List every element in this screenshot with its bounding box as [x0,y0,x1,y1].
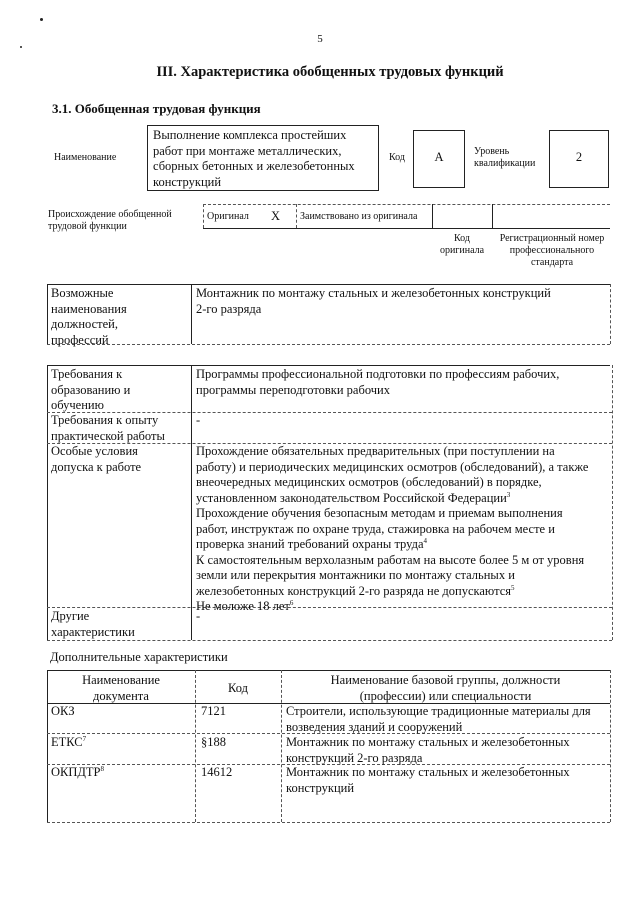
name-label: Наименование [54,152,117,163]
additional-title: Дополнительные характеристики [50,650,228,664]
req-table-bottom [47,640,612,641]
req-value-other: - [196,609,201,623]
original-mark: X [271,209,281,223]
footnote-ref: 7 [82,734,87,743]
add-row-name: Монтажник по монтажу стальных и железобетонных конструкций [286,765,570,795]
subsection-title: 3.1. Обобщенная трудовая функция [52,101,261,116]
positions-label: Возможные наименования должностей, профессий [51,286,127,347]
origin-label: Происхождение обобщенной трудовой функции [48,209,172,232]
origin-top-line [203,204,610,205]
code-original-label: Код оригинала [439,233,485,256]
origin-bottom-line [203,228,610,229]
positions-table-right [610,284,611,344]
req-value-experience: - [196,413,201,427]
req-label-education: Требования к образованию и обучению [51,367,131,412]
borrowed-label: Заимствовано из оригинала [300,211,418,222]
code-value: А [434,150,444,164]
footnote-ref: 6 [289,598,294,607]
reg-number-label: Регистрационный номер профессионального стандарта [499,233,605,268]
scan-speck [40,18,43,21]
add-row-code: §188 [201,735,226,749]
req-label-special-conditions: Особые условия допуска к работе [51,444,142,474]
code-label: Код [389,152,405,163]
add-table-right [610,670,611,822]
positions-table-divider [191,284,192,344]
req-value-special-conditions: Прохождение обязательных предварительных (при поступлении на работу) и периодических медицинских осмотров (обследований), а также внеочередных медицинских осмотров (обследований) в порядке, установленном законодательством Российской Федерации$^3$ Прохождение обучения безопасным методам и приемам выполнения работ, инструктаж по охране труда, стажировка на рабочем месте и проверка знаний требований охраны труда$^4$ К самостоятельным верхолазным работам на высоте более 5 м от уровня земли или перекрытия монтажники по монтажу стальных и железобетонных конструкций 2-го разряда не допускаются$^5$ Не моложе 18 лет$^6$ [196,444,589,613]
req-label-experience: Требования к опыту практической работы [51,413,165,443]
level-label: Уровень квалификации [474,146,536,169]
add-table-bottom [47,822,610,823]
req-table-left [47,365,48,640]
add-row-name: Строители, использующие традиционные материалы для возведения зданий и сооружений [286,704,591,734]
add-header-name: Наименование базовой группы, должности (профессии) или специальности [330,673,561,703]
origin-divider [296,204,297,228]
add-row-code: 14612 [201,765,233,779]
positions-table-bottom [47,344,610,345]
req-table-divider [191,365,192,640]
req-table-right [612,365,613,640]
footnote-ref: 4 [423,536,428,545]
section-title: III. Характеристика обобщенных трудовых функций [156,64,504,80]
origin-divider [432,204,433,228]
footnote-ref: 5 [511,583,515,592]
origin-divider [203,204,204,228]
origin-divider [492,204,493,228]
scan-speck [20,46,22,48]
footnote-ref: 8 [100,764,105,773]
positions-table-top [47,284,610,285]
function-name-value: Выполнение комплекса простейших работ при монтаже металлических, сборных бетонных и железобетонных конструкций [153,128,355,189]
add-header-doc: Наименование документа [82,673,160,703]
add-table-top [47,670,610,671]
original-label: Оригинал [207,211,249,222]
add-row-doc: ОКЗ [51,704,75,718]
add-row-code: 7121 [201,704,226,718]
positions-value: Монтажник по монтажу стальных и железобетонных конструкций 2-го разряда [196,286,551,316]
level-value: 2 [575,150,583,164]
footnote-ref: 3 [506,490,511,499]
req-table-top [47,365,610,366]
add-row-doc: ЕТКС$^7$ [51,734,87,749]
add-header-code: Код [228,681,248,695]
positions-table-left [47,284,48,344]
page-number: 5 [317,33,323,45]
add-row-name: Монтажник по монтажу стальных и железобетонных конструкций 2-го разряда [286,735,570,765]
req-value-education: Программы профессиональной подготовки по профессиям рабочих, программы переподготовки рабочих [196,367,560,397]
req-label-other: Другие характеристики [51,609,135,639]
add-row-doc: ОКПДТР$^8$ [51,764,105,779]
